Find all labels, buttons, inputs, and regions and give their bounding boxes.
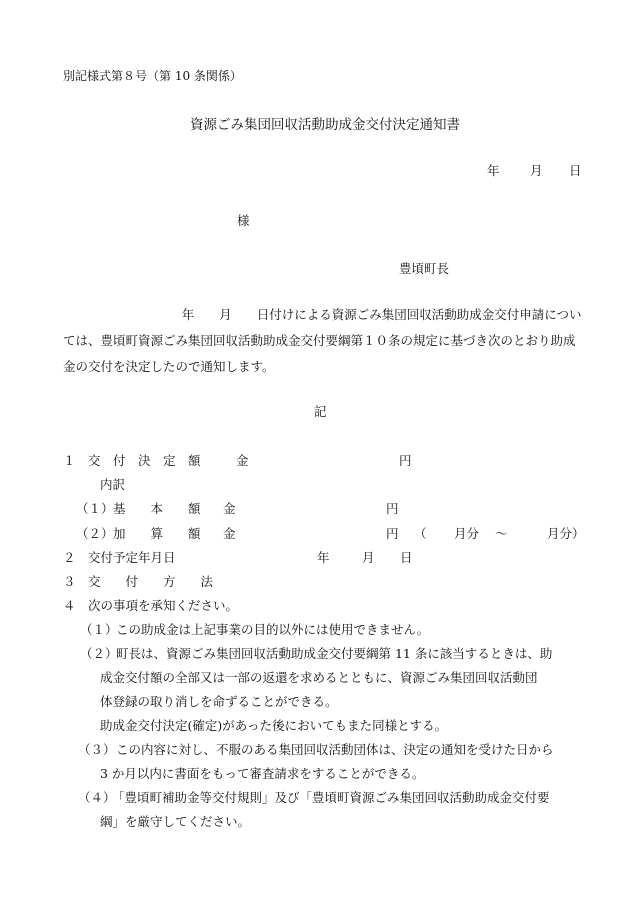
sub2-number: （２） — [76, 526, 114, 541]
note3-number: （３） — [78, 742, 116, 757]
ki-heading: 記 — [314, 404, 327, 419]
item1-yen: 円 — [399, 453, 412, 468]
date-year: 年 — [487, 163, 500, 178]
item3-number: ３ — [63, 574, 76, 589]
item3-label: 交 付 方 法 — [88, 574, 214, 589]
note3-line1: この内容に対し、不服のある集団回収活動団体は、決定の通知を受けた日から — [116, 742, 554, 757]
note2-line1: 町長は、資源ごみ集団回収活動助成金交付要綱第 11 条に該当するときは、助 — [116, 646, 553, 661]
note1-number: （１） — [80, 622, 118, 637]
sub2-month-to: 月分） — [547, 526, 585, 541]
sub1-kin: 金 — [223, 501, 236, 516]
item1-number: １ — [63, 453, 76, 468]
note2-line3: 体登録の取り消しを命ずることができる。 — [100, 694, 338, 709]
sub1-number: （１） — [76, 501, 114, 516]
item2-number: ２ — [63, 550, 76, 565]
sub2-open-paren: （ — [414, 526, 427, 541]
sub2-label: 加 算 額 — [113, 526, 201, 541]
uchiwake-label: 内訳 — [100, 477, 126, 492]
item2-year: 年 — [317, 550, 330, 565]
item2-label: 交付予定年月日 — [88, 550, 176, 565]
date-day: 日 — [569, 163, 582, 178]
note2-line2: 成金交付額の全部又は一部の返還を求めるとともに、資源ごみ集団回収活動団 — [100, 670, 538, 685]
note2-number: （２） — [80, 646, 118, 661]
note2-line4: 助成金交付決定(確定)があった後においてもまた同様とする。 — [100, 718, 448, 733]
sender: 豊頃町長 — [399, 261, 450, 276]
date-month: 月 — [530, 163, 543, 178]
sub2-tilde: 〜 — [495, 526, 508, 541]
note4-line1: 「豊頃町補助金等交付規則」及び「豊頃町資源ごみ集団回収活動助成金交付要 — [112, 790, 550, 805]
note4-number: （４） — [78, 790, 116, 805]
item2-month: 月 — [362, 550, 375, 565]
item4-number: ４ — [63, 598, 76, 613]
item1-kin: 金 — [236, 453, 249, 468]
item2-day: 日 — [400, 550, 413, 565]
sub1-label: 基 本 額 — [113, 501, 201, 516]
sub2-yen: 円 — [386, 526, 399, 541]
note4-line2: 綱」を厳守してください。 — [100, 814, 251, 829]
addressee-suffix: 様 — [237, 213, 250, 228]
document-title: 資源ごみ集団回収活動助成金交付決定通知書 — [190, 117, 460, 133]
sub1-yen: 円 — [386, 501, 399, 516]
sub2-kin: 金 — [223, 526, 236, 541]
body-paragraph: 年 月 日付けによる資源ごみ集団回収活動助成金交付申請については、豊頃町資源ごみ集団回収活動助成金交付要綱第１０条の規定に基づき次のとおり助成金の交付を決定したので通知します。 — [63, 307, 582, 374]
item4-label: 次の事項を承知ください。 — [88, 598, 239, 613]
note3-line2: 3 か月以内に書面をもって審査請求をすることができる。 — [100, 766, 425, 781]
note1-text: この助成金は上記事業の目的以外には使用できません。 — [116, 622, 430, 637]
sub2-month-from: 月分 — [454, 526, 480, 541]
item1-label: 交 付 決 定 額 — [88, 453, 201, 468]
form-number: 別記様式第８号（第 10 条関係） — [63, 69, 242, 83]
